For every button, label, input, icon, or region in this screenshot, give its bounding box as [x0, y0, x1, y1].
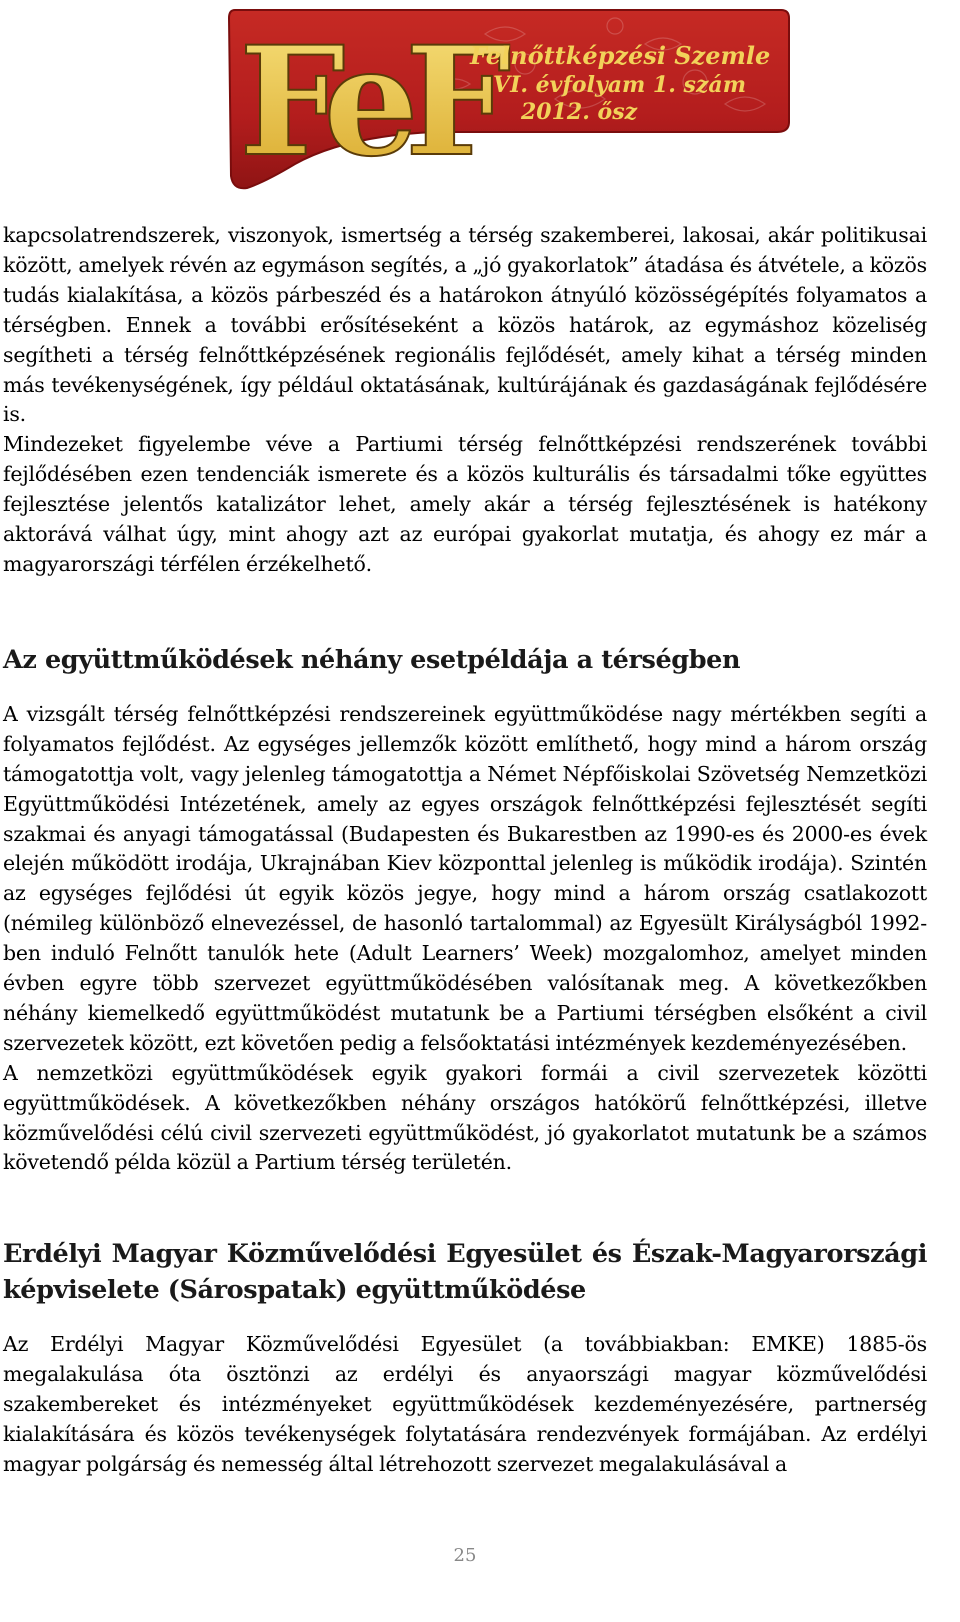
paragraph: A nemzetközi együttműködések egyik gyakori formái a civil szervezetek közötti együttműködések. A következőkben néhány országos hatókörű felnőttképzési, illetve közművelődési célú civil szervezeti együttműködést, jó gyakorlatot mutatunk be a számos követendő példa közül a Partium térség területén.	[3, 1060, 927, 1175]
section-heading: Az együttműködések néhány esetpéldája a térségben	[3, 644, 741, 675]
article-body	[3, 221, 927, 1480]
paragraph: Mindezeket figyelembe véve a Partiumi térség felnőttképzési rendszerének további fejlődésében ezen tendenciák ismerete és a közös kulturális és társadalmi tőke együttes fejlesztése jelentős katalizátor lehet, amely akár a térség fejlesztésének is hatékony aktorává válhat úgy, mint ahogy azt az európai gyakorlat mutatja, és ahogy ez már a magyarországi térfélen érzékelhető.	[3, 432, 927, 576]
page-number: 25	[453, 1545, 477, 1566]
journal-header-banner	[225, 4, 791, 192]
paragraph: A vizsgált térség felnőttképzési rendszereinek együttműködése nagy mértékben segíti a folyamatos fejlődést. Az egységes jellemzők között említhető, hogy mind a három ország támogatottja volt, vagy jelenleg támogatottja a Német Népfőiskolai Szövetség Nemzetközi Együttműködési Intézetének, amely az egyes országok felnőttképzési fejlesztését segíti szakmai és anyagi támogatással (Budapesten és Bukarestben az 1990-es és 2000-es évek elején működött irodája, Ukrajnában Kiev központtal jelenleg is működik irodája). Szintén az egységes fejlődési út egyik közös jegye, hogy mind a három ország csatlakozott (némileg különböző elnevezéssel, de hasonló tartalommal) az Egyesült Királyságból 1992-ben induló Felnőtt tanulók hete (Adult Learners’ Week) mozgalomhoz, amelyet minden évben egyre több szervezet együttműködésében valósítanak meg. A következőkben néhány kiemelkedő együttműködést mutatunk be a Partiumi térségben elsőként a civil szervezetek között, ezt követően pedig a felsőoktatási intézmények kezdeményezésében.	[3, 701, 927, 1055]
paragraph: kapcsolatrendszerek, viszonyok, ismertség a térség szakemberei, lakosai, akár politikusai között, amelyek révén az egymáson segítés, a „jó gyakorlatok” átadása és átvétele, a közös tudás kialakítása, a közös párbeszéd és a határokon átnyúló közösségépítés folyamatos a térségben. Ennek a további erősítéseként a közös határok, az egymáshoz közeliség segítheti a térség felnőttképzésének regionális fejlődését, amely kihat a térség minden más tevékenységének, így például oktatásának, kultúrájának és gazdaságának fejlődésére is.	[3, 223, 927, 427]
fef-logo: FeF	[239, 14, 498, 190]
journal-volume: VI. évfolyam 1. szám	[493, 72, 746, 98]
banner-graphic	[225, 4, 791, 192]
journal-issue-date: 2012. ősz	[521, 99, 638, 125]
journal-title: Felnőttképzési Szemle	[470, 41, 771, 70]
section-heading: Erdélyi Magyar Közművelődési Egyesület és Észak-Magyarországi képviselete (Sárospatak) együttműködése	[3, 1239, 927, 1306]
paragraph: Az Erdélyi Magyar Közművelődési Egyesület (a továbbiakban: EMKE) 1885-ös megalakulása óta ösztönzi az erdélyi és anyaországi magyar közművelődési szakembereket és intézményeket együttműködések kezdeményezésére, partnerség kialakítására és közös tevékenységek folytatására rendezvények formájában. Az erdélyi magyar polgárság és nemesség által létrehozott szervezet megalakulásával a	[3, 1332, 927, 1476]
